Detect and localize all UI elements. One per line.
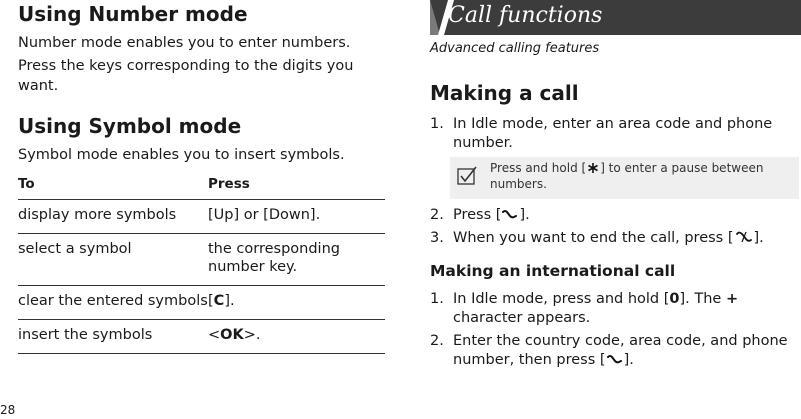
step-number: 2. [430, 333, 444, 349]
step-text: In Idle mode, enter an area code and phone number. [453, 116, 773, 151]
step-number: 3. [430, 230, 444, 246]
note-text [490, 160, 795, 192]
send-key-icon [606, 354, 624, 366]
table-cell-press: [Up] or [Down]. [208, 200, 385, 234]
section-subtitle: Advanced calling features [430, 41, 600, 56]
list-item [430, 206, 801, 225]
table-row [18, 286, 385, 320]
page-number: 28 [0, 403, 16, 417]
international-call-steps [430, 290, 801, 374]
symbol-mode-para1: Symbol mode enables you to insert symbols. [18, 147, 345, 163]
table-cell-action: clear the entered symbols [18, 286, 208, 320]
symbol-mode-table [18, 170, 385, 354]
list-item [430, 332, 801, 370]
banner-title: Call functions [448, 3, 603, 28]
note-text-pre: Press and hold [ [490, 161, 587, 175]
note-text-post: ] to enter a pause between numbers. [490, 161, 764, 191]
step-number: 1. [430, 291, 444, 307]
number-mode-para2: Press the keys corresponding to the digits you want. [18, 58, 354, 94]
send-key-icon [501, 209, 519, 221]
step-text-pre: Enter the country code, area code, and phone number, then press [ [453, 333, 788, 368]
list-item [430, 115, 801, 153]
table-header-to: To [18, 170, 208, 200]
zero-key-label: 0 [669, 291, 680, 307]
step-text-pre: In Idle mode, press and hold [ [453, 291, 670, 307]
check-icon [457, 166, 477, 186]
end-key-icon [734, 230, 754, 244]
table-cell-action: select a symbol [18, 234, 208, 286]
step-text-post: ]. [519, 207, 530, 223]
making-call-heading: Making a call [430, 81, 579, 105]
table-header-press: Press [208, 170, 385, 200]
step-text-pre: Press [ [453, 207, 502, 223]
step-text-post: ]. [753, 230, 764, 246]
step-number: 2. [430, 207, 444, 223]
table-row [18, 234, 385, 286]
section-banner [430, 0, 801, 35]
table-cell-press: <OK>. [208, 320, 385, 354]
table-cell-press: the corresponding number key. [208, 234, 385, 286]
table-cell-action: display more symbols [18, 200, 208, 234]
table-cell-action: insert the symbols [18, 320, 208, 354]
table-header-row [18, 170, 385, 200]
list-item [430, 229, 801, 248]
international-call-heading: Making an international call [430, 262, 676, 280]
making-call-steps-b [430, 206, 801, 252]
star-key-icon [586, 162, 600, 174]
making-call-steps-a [430, 115, 801, 157]
list-item [430, 290, 801, 328]
table-cell-press [208, 286, 385, 320]
number-mode-para1: Number mode enables you to enter numbers. [18, 35, 351, 51]
clear-key-text: [C]. [208, 293, 235, 309]
step-text-mid: ]. The [679, 291, 726, 307]
step-number: 1. [430, 116, 444, 132]
table-row [18, 320, 385, 354]
step-text-pre: When you want to end the call, press [ [453, 230, 734, 246]
plus-character: + [725, 291, 739, 307]
note-box [450, 157, 799, 199]
table-row [18, 200, 385, 234]
step-text-post: ]. [623, 352, 634, 368]
number-mode-heading: Using Number mode [18, 2, 248, 26]
step-text-post: character appears. [453, 310, 591, 326]
symbol-mode-heading: Using Symbol mode [18, 114, 242, 138]
